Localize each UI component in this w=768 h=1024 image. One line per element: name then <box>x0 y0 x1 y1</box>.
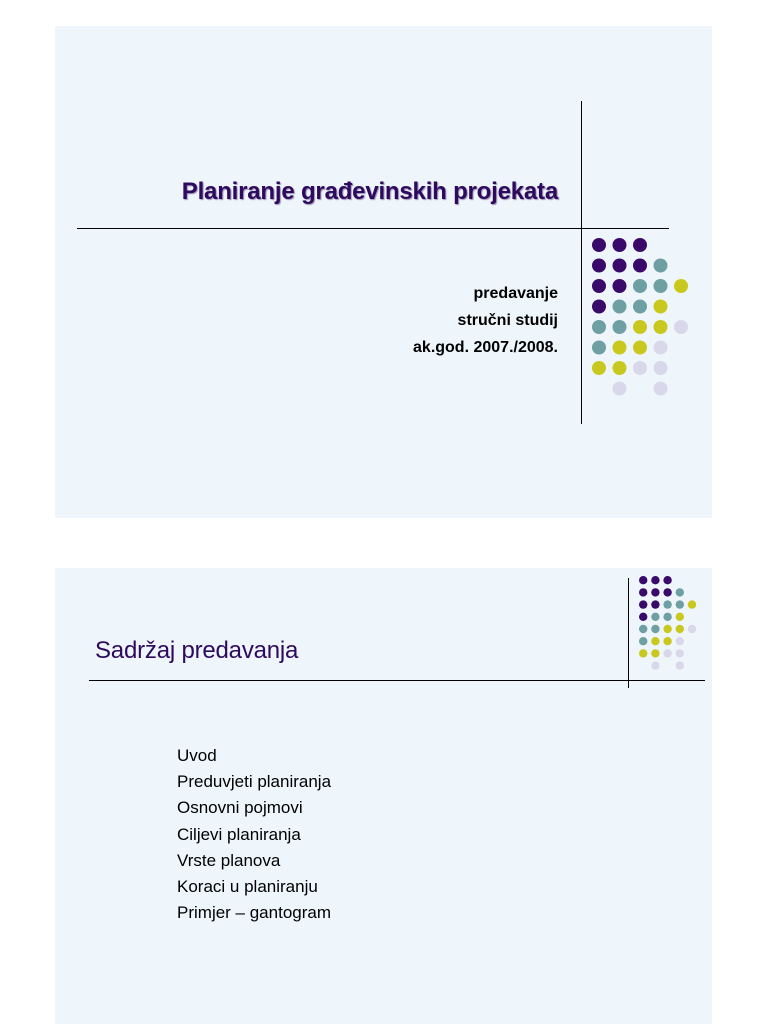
dot-yellow <box>633 320 647 334</box>
dot-yellow <box>654 300 668 314</box>
dot-lavender <box>676 649 684 657</box>
dot-purple <box>639 588 647 596</box>
agenda-item: Ciljevi planiranja <box>177 824 301 844</box>
dot-teal <box>592 320 606 334</box>
dot-teal <box>676 588 684 596</box>
dot-purple <box>651 588 659 596</box>
dot-yellow <box>651 637 659 645</box>
dot-yellow <box>592 361 606 375</box>
dot-purple <box>613 238 627 252</box>
dot-grid-svg <box>592 238 702 409</box>
dot-yellow <box>676 613 684 621</box>
dot-purple <box>633 259 647 273</box>
dot-lavender <box>674 320 688 334</box>
dot-yellow <box>654 320 668 334</box>
dot-teal <box>651 613 659 621</box>
dot-lavender <box>676 637 684 645</box>
dot-purple <box>633 238 647 252</box>
agenda-item: Preduvjeti planiranja <box>177 772 332 792</box>
agenda-item: Osnovni pojmovi <box>177 798 303 818</box>
dot-teal <box>639 625 647 633</box>
dot-purple <box>639 576 647 584</box>
slide-contents-heading: Sadržaj predavanja <box>95 637 299 664</box>
dot-purple <box>651 576 659 584</box>
vertical-divider <box>628 578 629 688</box>
dot-teal <box>663 613 671 621</box>
dot-lavender <box>633 361 647 375</box>
dot-yellow <box>676 625 684 633</box>
subtitle-line-study: stručni studij <box>457 312 558 329</box>
dot-teal <box>633 300 647 314</box>
dot-purple <box>639 600 647 608</box>
slide-title-heading: Planiranje građevinskih projekata <box>181 178 558 205</box>
dot-yellow <box>613 341 627 355</box>
dot-purple <box>592 259 606 273</box>
dot-lavender <box>613 382 627 396</box>
agenda-item: Vrste planova <box>177 850 281 870</box>
dot-purple <box>592 300 606 314</box>
dot-purple <box>663 576 671 584</box>
dot-teal <box>676 600 684 608</box>
dot-purple <box>613 259 627 273</box>
dot-yellow <box>639 649 647 657</box>
dot-lavender <box>654 382 668 396</box>
dot-teal <box>654 279 668 293</box>
dot-purple <box>613 279 627 293</box>
dot-grid-svg <box>639 576 705 678</box>
dot-purple <box>639 613 647 621</box>
dot-teal <box>639 637 647 645</box>
decorative-dot-grid <box>639 576 705 678</box>
dot-yellow <box>663 625 671 633</box>
slide-subtitle <box>413 280 558 361</box>
dot-purple <box>663 588 671 596</box>
vertical-divider <box>581 101 582 424</box>
dot-lavender <box>688 625 696 633</box>
horizontal-divider <box>89 680 705 681</box>
dot-teal <box>613 320 627 334</box>
agenda-item: Uvod <box>177 746 217 765</box>
dot-teal <box>654 259 668 273</box>
dot-yellow <box>651 649 659 657</box>
subtitle-line-academic-year: ak.god. 2007./2008. <box>413 339 558 356</box>
dot-lavender <box>654 341 668 355</box>
dot-lavender <box>651 661 659 669</box>
dot-teal <box>633 279 647 293</box>
dot-teal <box>592 341 606 355</box>
dot-yellow <box>633 341 647 355</box>
dot-yellow <box>613 361 627 375</box>
dot-yellow <box>674 279 688 293</box>
dot-lavender <box>676 661 684 669</box>
decorative-dot-grid <box>592 238 702 409</box>
dot-lavender <box>663 649 671 657</box>
slide-title <box>55 26 712 518</box>
dot-lavender <box>654 361 668 375</box>
dot-yellow <box>663 637 671 645</box>
dot-purple <box>651 600 659 608</box>
dot-yellow <box>688 600 696 608</box>
agenda-list <box>177 743 331 926</box>
dot-purple <box>592 279 606 293</box>
subtitle-line-lecture: predavanje <box>473 285 558 302</box>
dot-teal <box>613 300 627 314</box>
dot-purple <box>592 238 606 252</box>
dot-teal <box>651 625 659 633</box>
agenda-item: Koraci u planiranju <box>177 877 318 897</box>
slide-contents <box>55 568 712 1024</box>
dot-teal <box>663 600 671 608</box>
agenda-item: Primjer – gantogram <box>177 903 332 923</box>
